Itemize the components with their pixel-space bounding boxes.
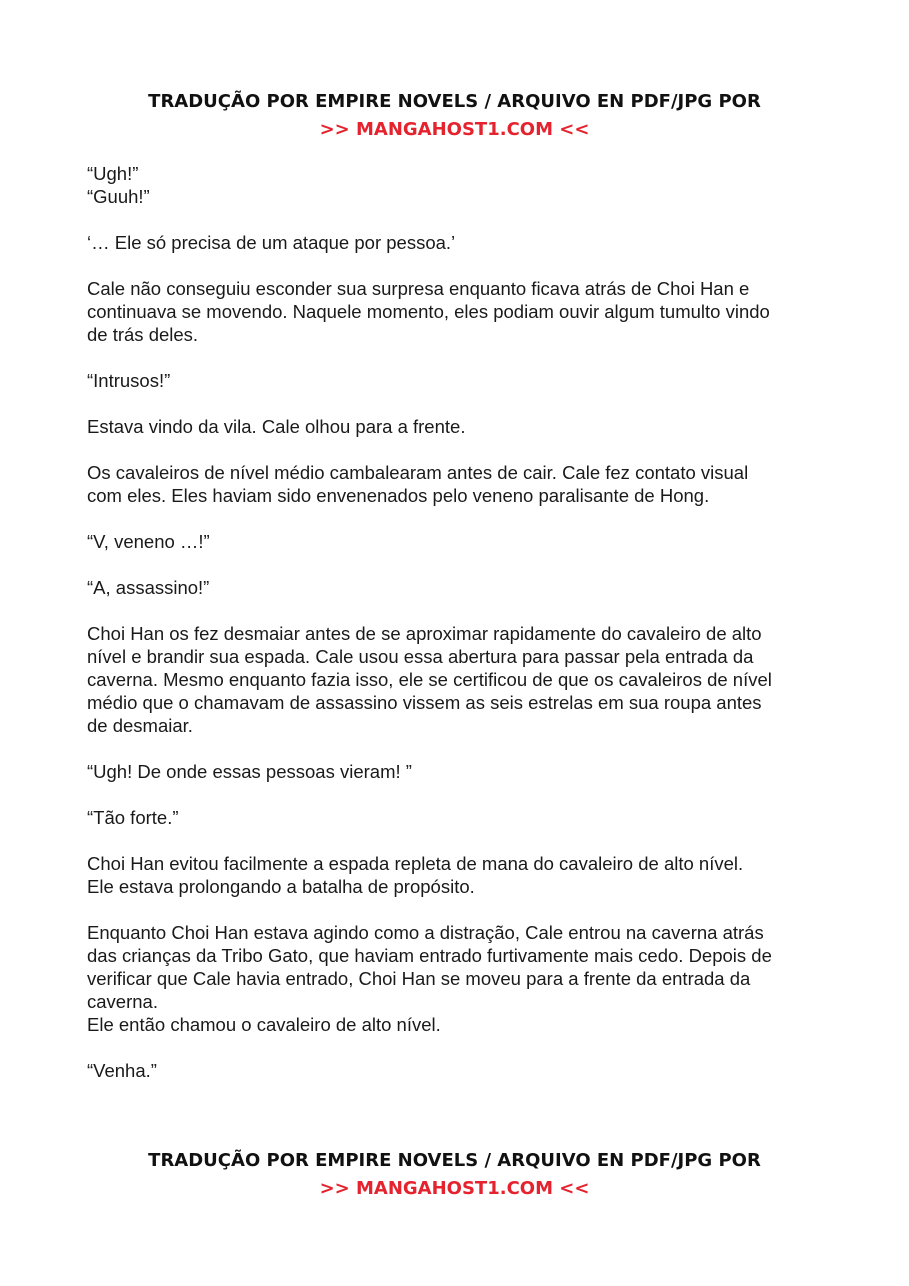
paragraph: Cale não conseguiu esconder sua surpresa enquanto ficava atrás de Choi Han e continuava se movendo. Naquele momento, eles podiam ouvir algum tumulto vindo de trás deles. [87, 278, 770, 345]
paragraph: ‘… Ele só precisa de um ataque por pessoa.’ [87, 232, 456, 253]
footer-credit-text: TRADUÇÃO POR EMPIRE NOVELS / ARQUIVO EN PDF/JPG POR [148, 1150, 761, 1171]
paragraph: “A, assassino!” [87, 577, 210, 598]
paragraph: “Intrusos!” [87, 370, 171, 391]
paragraph: “Ugh!” “Guuh!” [87, 163, 150, 207]
paragraph: “Venha.” [87, 1060, 157, 1081]
paragraph: Choi Han evitou facilmente a espada repleta de mana do cavaleiro de alto nível. Ele estava prolongando a batalha de propósito. [87, 853, 744, 897]
paragraph: Choi Han os fez desmaiar antes de se aproximar rapidamente do cavaleiro de alto nível e brandir sua espada. Cale usou essa abertura para passar pela entrada da caverna. Mesmo enquanto fazia isso, ele se certificou de que os cavaleiros de nível médio que o chamavam de assassino vissem as seis estrelas em sua roupa antes de desmaiar. [87, 623, 772, 736]
chapter-text [87, 162, 837, 1105]
paragraph: “V, veneno …!” [87, 531, 210, 552]
header-credit-text: TRADUÇÃO POR EMPIRE NOVELS / ARQUIVO EN PDF/JPG POR [148, 91, 761, 112]
footer-site-link[interactable]: >> MANGAHOST1.COM << [319, 1178, 590, 1199]
paragraph: Estava vindo da vila. Cale olhou para a frente. [87, 416, 466, 437]
header-site-link[interactable]: >> MANGAHOST1.COM << [319, 119, 590, 140]
paragraph: “Tão forte.” [87, 807, 179, 828]
header-banner [0, 88, 909, 144]
paragraph: Os cavaleiros de nível médio cambalearam antes de cair. Cale fez contato visual com eles. Eles haviam sido envenenados pelo veneno paralisante de Hong. [87, 462, 749, 506]
paragraph: “Ugh! De onde essas pessoas vieram! ” [87, 761, 412, 782]
footer-banner [0, 1147, 909, 1203]
paragraph: Enquanto Choi Han estava agindo como a distração, Cale entrou na caverna atrás das crianças da Tribo Gato, que haviam entrado furtivamente mais cedo. Depois de verificar que Cale havia entrado, Choi Han se moveu para a frente da entrada da caverna. Ele então chamou o cavaleiro de alto nível. [87, 922, 772, 1035]
